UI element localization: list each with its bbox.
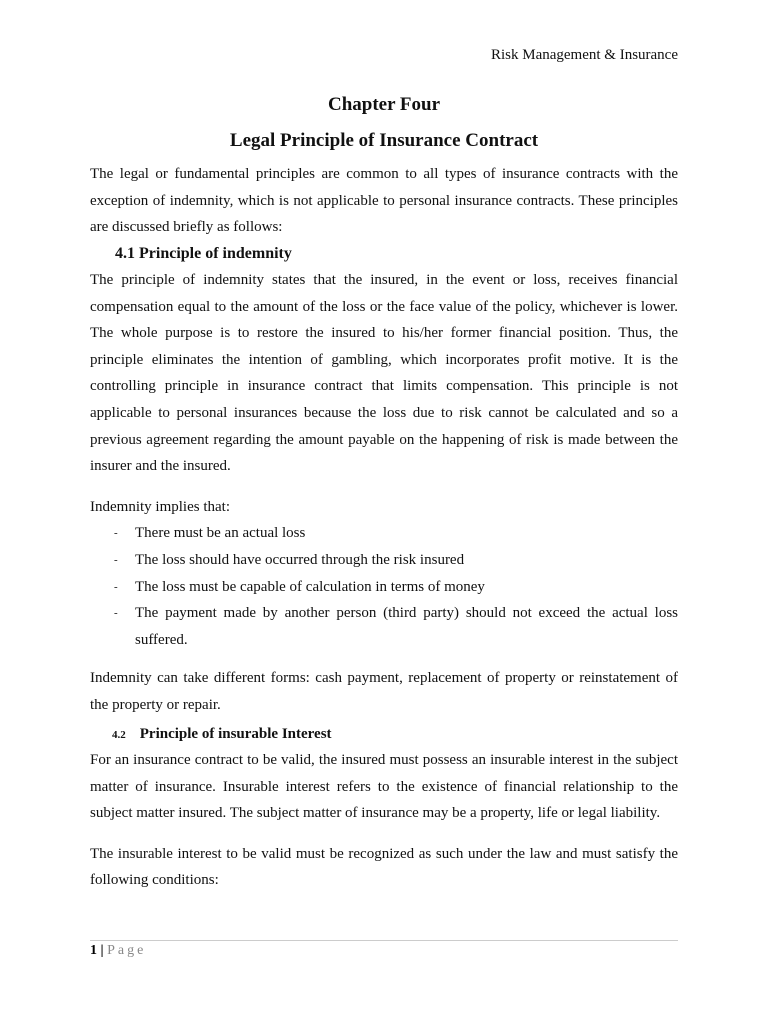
list-item-text: The payment made by another person (third party) should not exceed the actual loss suffered.: [135, 605, 678, 648]
indemnity-implies: Indemnity implies that:: [90, 498, 230, 515]
page-number: 1: [90, 943, 97, 958]
bullet-dash: -: [114, 607, 118, 620]
insurable-conditions-paragraph: The insurable interest to be valid must be recognized as such under the law and must satisfy the following conditions:: [90, 845, 678, 889]
indemnity-list: [90, 520, 678, 653]
bullet-dash: -: [114, 527, 118, 540]
list-item-text: The loss must be capable of calculation in terms of money: [135, 578, 485, 595]
bullet-dash: -: [114, 553, 118, 566]
running-header: Risk Management & Insurance: [490, 47, 678, 63]
list-item: [90, 520, 678, 547]
section-title: Principle of insurable Interest: [139, 726, 332, 742]
insurable-interest-paragraph: For an insurance contract to be valid, the insured must possess an insurable interest in the subject matter of insurance. Insurable interest refers to the existence of financial relationship to the subject matter insured. The subject matter of insurance may be a property, life or legal liability.: [90, 752, 678, 822]
bullet-dash: -: [114, 580, 118, 593]
intro-paragraph: [90, 161, 678, 241]
list-item: [90, 547, 678, 574]
indemnity-forms: Indemnity can take different forms: cash payment, replacement of property or reinstatement of the property or repair.: [90, 670, 678, 713]
footer-separator: |: [97, 943, 108, 958]
intro-text: The legal or fundamental principles are common to all types of insurance contracts with the exception of indemnity, which is not applicable to personal insurance contracts. These principles are discussed briefly as follows:: [90, 166, 678, 236]
indemnity-paragraph: The principle of indemnity states that the insured, in the event or loss, receives financial compensation equal to the amount of the loss or the face value of the policy, whichever is lower. The whole purpose is to restore the insured to his/her former financial position. Thus, the principle eliminates the intention of gambling, which incorporates profit motive. It is the controlling principle in insurance contract that limits compensation. This principle is not applicable to personal insurances because the loss due to risk cannot be calculated and so a previous agreement regarding the amount payable on the happening of risk is made between the insurer and the insured.: [90, 272, 678, 475]
list-item: [90, 600, 678, 653]
list-item-text: There must be an actual loss: [135, 525, 306, 542]
section-number: 4.2: [112, 729, 126, 741]
section-4-2-body: [90, 747, 678, 894]
page-footer: [90, 943, 146, 959]
chapter-heading: Chapter Four: [327, 94, 441, 115]
chapter-title: Legal Principle of Insurance Contract: [229, 130, 539, 151]
section-4-1-body: [90, 267, 678, 719]
footer-divider: [90, 940, 678, 941]
section-heading-4-2: [112, 726, 332, 743]
list-item: [90, 574, 678, 601]
list-item-text: The loss should have occurred through the risk insured: [135, 551, 465, 568]
page-label: Page: [107, 943, 147, 958]
section-heading-4-1: 4.1 Principle of indemnity: [115, 245, 292, 262]
